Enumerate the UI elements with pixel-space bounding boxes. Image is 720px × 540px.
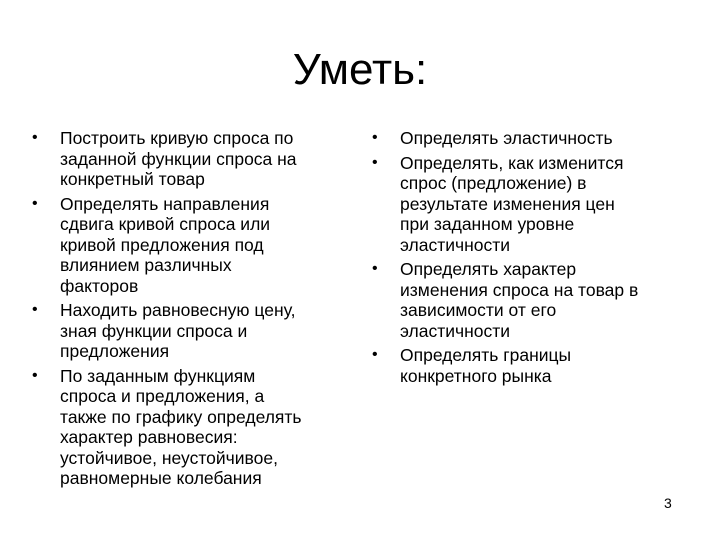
bullet-icon: • [372,129,378,146]
list-item-text: Определять эластичность [400,128,613,148]
list-item-text: Построить кривую спроса по заданной функции спроса на конкретный товар [60,128,297,189]
bullet-icon: • [32,301,38,318]
list-item-text: Находить равновесную цену, зная функции спроса и предложения [60,300,296,361]
list-item [372,259,692,341]
list-item-text: Определять, как изменится спрос (предложение) в результате изменения цен при заданном уровне эластичности [400,152,624,255]
bullet-icon: • [32,366,38,384]
list-item-text: Определять границы конкретного рынка [400,345,572,386]
list-item-text: Определять направления сдвига кривой спроса или кривой предложения под влиянием различных факторов [60,193,271,296]
bullet-icon: • [372,346,378,363]
list-item [372,345,692,386]
list-item [32,194,352,297]
list-item-text: По заданным функциям спроса и предложения, а также по графику определять характер равновесия: устойчивое, неустойчивое, равномерные колебания [60,365,302,488]
list-item [32,128,352,190]
right-bullet-list [372,128,692,390]
list-item [372,153,692,256]
list-item-text: Определять характер изменения спроса на товар в зависимости от его эластичности [400,259,639,341]
list-item [32,366,352,489]
slide-title: Уметь: [292,45,428,94]
page-number: 3 [664,495,672,511]
bullet-icon: • [32,129,38,146]
bullet-icon: • [32,194,38,212]
list-item [32,300,352,362]
bullet-icon: • [372,153,378,171]
list-item [372,128,692,149]
bullet-icon: • [372,260,378,277]
left-bullet-list [32,128,352,493]
